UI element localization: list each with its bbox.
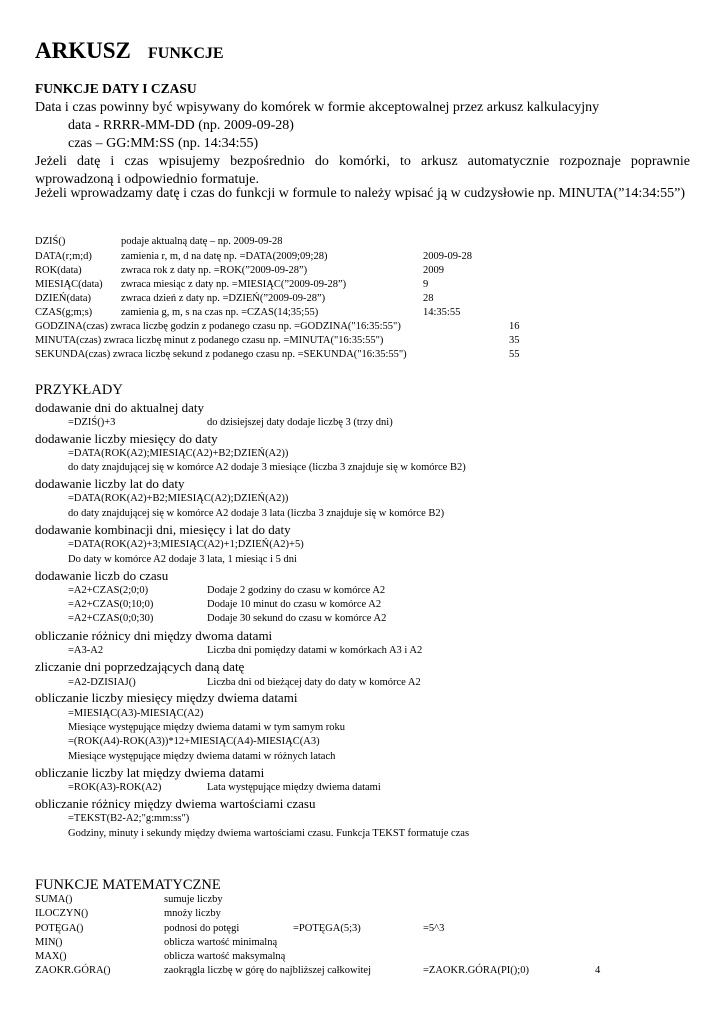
example-desc: Godziny, minuty i sekundy między dwiema wartościami czasu. Funkcja TEKST formatuje czas — [68, 828, 470, 839]
function-result: =ZAOKR.GÓRA(PI();0) — [423, 965, 529, 976]
function-desc: sumuje liczby — [164, 894, 223, 905]
date-format-line: data - RRRR-MM-DD (np. 2009-09-28) — [68, 118, 294, 133]
example-desc: do daty znajdującej się w komórce A2 dodaje 3 miesiące (liczba 3 znajduje się w komórce B2) — [68, 462, 466, 473]
example-desc: Miesiące występujące między dwiema datami w tym samym roku — [68, 722, 346, 733]
example-desc: Do daty w komórce A2 dodaje 3 lata, 1 miesiąc i 5 dni — [68, 554, 297, 565]
example-desc: Liczba dni pomiędzy datami w komórkach A3 i A2 — [207, 645, 423, 656]
example-formula: =A2+CZAS(0;0;30) — [68, 613, 154, 624]
example-formula: =(ROK(A4)-ROK(A3))*12+MIESIĄC(A4)-MIESIĄC(A3) — [68, 736, 320, 747]
example-desc: do dzisiejszej daty dodaje liczbę 3 (trzy dni) — [207, 417, 393, 428]
example-heading: dodawanie dni do aktualnej daty — [35, 400, 204, 415]
time-format-line: czas – GG:MM:SS (np. 14:34:55) — [68, 136, 259, 151]
function-name: SUMA() — [35, 894, 73, 905]
function-desc: oblicza wartość maksymalną — [164, 951, 286, 962]
time-function-line: GODZINA(czas) zwraca liczbę godzin z podanego czasu np. =GODZINA("16:35:55") — [35, 321, 401, 332]
function-name: ILOCZYN() — [35, 908, 89, 919]
function-desc: zwraca dzień z daty np. =DZIEŃ(”2009-09-28”) — [121, 293, 326, 304]
function-name: DZIEŃ(data) — [35, 293, 91, 304]
example-formula: =A3-A2 — [68, 645, 104, 656]
function-desc: podaje aktualną datę – np. 2009-09-28 — [121, 236, 283, 247]
function-name: ROK(data) — [35, 265, 82, 276]
function-desc: mnoży liczby — [164, 908, 221, 919]
function-result: 2009-09-28 — [423, 251, 472, 262]
example-formula: =DATA(ROK(A2)+B2;MIESIĄC(A2);DZIEŃ(A2)) — [68, 493, 289, 504]
math-heading: FUNKCJE MATEMATYCZNE — [35, 877, 221, 893]
intro-line: Data i czas powinny być wpisywany do komórek w formie akceptowalnej przez arkusz kalkulacyjny — [35, 100, 600, 115]
example-formula: =MIESIĄC(A3)-MIESIĄC(A2) — [68, 708, 204, 719]
function-desc: zwraca rok z daty np. =ROK(”2009-09-28”) — [121, 265, 308, 276]
function-name: DATA(r;m;d) — [35, 251, 92, 262]
function-name: POTĘGA() — [35, 923, 84, 934]
example-desc: Dodaje 10 minut do czasu w komórce A2 — [207, 599, 382, 610]
example-desc: Dodaje 30 sekund do czasu w komórce A2 — [207, 613, 387, 624]
function-result: 28 — [423, 293, 434, 304]
function-desc: zamienia r, m, d na datę np. =DATA(2009;09;28) — [121, 251, 328, 262]
time-function-line: SEKUNDA(czas) zwraca liczbę sekund z podanego czasu np. =SEKUNDA("16:35:55") — [35, 349, 407, 360]
time-function-line: MINUTA(czas) zwraca liczbę minut z podanego czasu np. =MINUTA("16:35:55") — [35, 335, 384, 346]
function-result: 16 — [509, 321, 520, 332]
function-name: MIN() — [35, 937, 63, 948]
example-formula: =A2-DZISIAJ() — [68, 677, 136, 688]
page-subtitle: FUNKCJE — [148, 45, 224, 62]
example-heading: dodawanie liczby miesięcy do daty — [35, 431, 218, 446]
function-result: =5^3 — [423, 923, 445, 934]
function-name: ZAOKR.GÓRA() — [35, 965, 111, 976]
section-heading-date-time: FUNKCJE DATY I CZASU — [35, 81, 197, 96]
function-desc: zaokrągla liczbę w górę do najbliższej całkowitej — [164, 965, 371, 976]
direct-entry-paragraph: Jeżeli datę i czas wpisujemy bezpośrednio do komórki, to arkusz automatycznie rozpoznaje poprawnie wprowadzoną i odpowiednio formatuje. — [35, 154, 690, 187]
example-desc: Liczba dni od bieżącej daty do daty w komórce A2 — [207, 677, 421, 688]
function-name: MAX() — [35, 951, 67, 962]
example-formula: =DZIŚ()+3 — [68, 417, 116, 428]
example-formula: =DATA(ROK(A2);MIESIĄC(A2)+B2;DZIEŃ(A2)) — [68, 448, 289, 459]
function-example: =POTĘGA(5;3) — [293, 923, 361, 934]
function-name: MIESIĄC(data) — [35, 279, 103, 290]
function-desc: zamienia g, m, s na czas np. =CZAS(14;35;55) — [121, 307, 319, 318]
example-desc: Miesiące występujące między dwiema datami w różnych latach — [68, 751, 336, 762]
function-result: 55 — [509, 349, 520, 360]
example-heading: obliczanie różnicy dni między dwoma datami — [35, 628, 273, 643]
function-name: CZAS(g;m;s) — [35, 307, 93, 318]
example-heading: obliczanie liczby miesięcy między dwiema datami — [35, 690, 298, 705]
example-heading: obliczanie liczby lat między dwiema datami — [35, 765, 265, 780]
example-formula: =A2+CZAS(0;10;0) — [68, 599, 154, 610]
examples-heading: PRZYKŁADY — [35, 382, 123, 398]
example-desc: do daty znajdującej się w komórce A2 dodaje 3 lata (liczba 3 znajduje się w komórce B2) — [68, 508, 445, 519]
function-desc: zwraca miesiąc z daty np. =MIESIĄC(”2009-09-28”) — [121, 279, 347, 290]
example-formula: =ROK(A3)-ROK(A2) — [68, 782, 162, 793]
function-desc: podnosi do potęgi — [164, 923, 240, 934]
function-desc: oblicza wartość minimalną — [164, 937, 278, 948]
example-heading: dodawanie kombinacji dni, miesięcy i lat do daty — [35, 522, 291, 537]
function-result: 9 — [423, 279, 429, 290]
function-result: 35 — [509, 335, 520, 346]
example-desc: Dodaje 2 godziny do czasu w komórce A2 — [207, 585, 386, 596]
example-heading: obliczanie różnicy między dwiema wartościami czasu — [35, 796, 316, 811]
example-formula: =A2+CZAS(2;0;0) — [68, 585, 149, 596]
example-heading: dodawanie liczb do czasu — [35, 568, 169, 583]
page-title: ARKUSZ — [35, 38, 131, 63]
example-heading: dodawanie liczby lat do daty — [35, 476, 185, 491]
function-result: 2009 — [423, 265, 444, 276]
function-entry-paragraph: Jeżeli wprowadzamy datę i czas do funkcji w formule to należy wpisać ją w cudzysłowie np. MINUTA(”14:34:55”) — [35, 186, 686, 201]
function-value: 4 — [595, 965, 601, 976]
example-formula: =TEKST(B2-A2;"g:mm:ss") — [68, 813, 190, 824]
function-name: DZIŚ() — [35, 236, 66, 247]
function-result: 14:35:55 — [423, 307, 461, 318]
example-desc: Lata występujące między dwiema datami — [207, 782, 381, 793]
example-heading: zliczanie dni poprzedzających daną datę — [35, 659, 245, 674]
example-formula: =DATA(ROK(A2)+3;MIESIĄC(A2)+1;DZIEŃ(A2)+5) — [68, 539, 304, 550]
